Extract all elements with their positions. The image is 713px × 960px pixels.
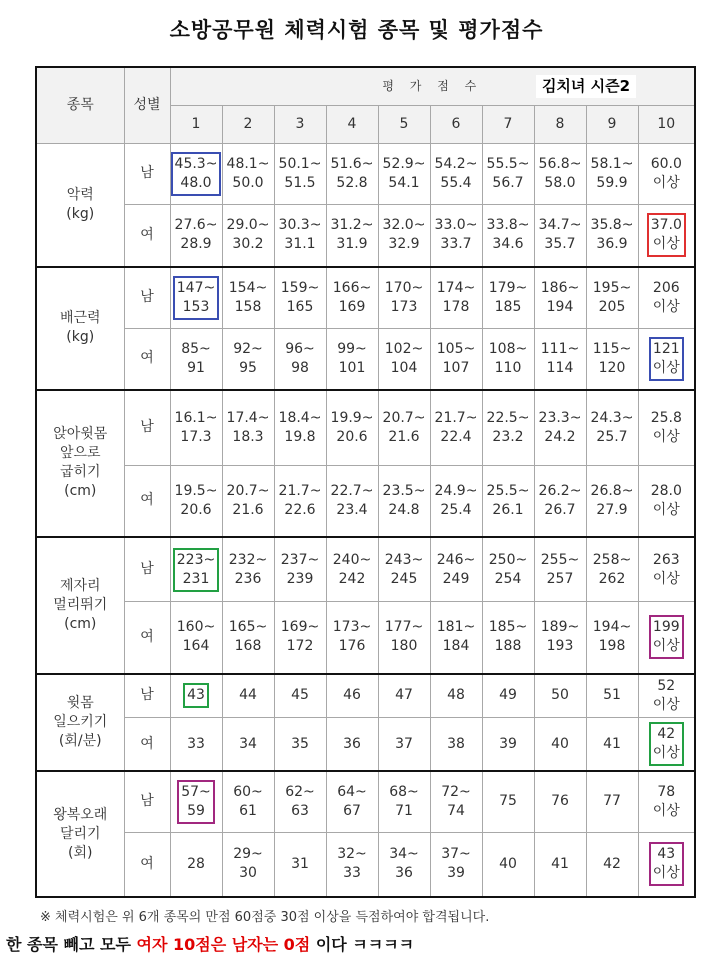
score-cell [482,832,534,897]
score-value: 34 [239,735,257,752]
score-value: 34.7~ 35.7 [538,217,582,253]
score-value: 99~ 101 [337,340,367,376]
header-score-group [170,67,695,105]
score-value: 19.9~ 20.6 [330,409,374,445]
highlighted-value: 223~ 231 [173,548,219,592]
score-cell [222,602,274,674]
score-cell [222,390,274,465]
score-cell [274,537,326,602]
score-cell [170,718,222,772]
score-cell [326,267,378,329]
highlighted-value: 42 이상 [649,722,684,766]
score-value: 32.0~ 32.9 [382,217,426,253]
table-row [36,537,695,602]
score-value: 165~ 168 [228,619,268,655]
score-value: 115~ 120 [592,340,632,376]
score-value: 28 [187,855,205,872]
score-value: 243~ 245 [384,551,424,587]
score-cell [326,537,378,602]
event-name: 왕복오래 달리기 (회) [36,771,124,897]
score-value: 31.2~ 31.9 [330,217,374,253]
score-cell [430,832,482,897]
score-value: 179~ 185 [488,279,528,315]
score-cell [274,771,326,832]
score-cell [274,328,326,390]
score-value: 23.3~ 24.2 [538,409,582,445]
table-row [36,602,695,674]
highlighted-value: 43 이상 [649,842,684,886]
header-event: 종목 [36,67,124,143]
score-cell [638,537,695,602]
score-cell [378,771,430,832]
score-cell [638,718,695,772]
score-cell [430,771,482,832]
score-cell [274,205,326,267]
sex-label: 여 [124,718,170,772]
score-value: 27.6~ 28.9 [174,217,218,253]
score-header-1: 1 [170,105,222,143]
score-cell [586,205,638,267]
bottom-comment-part3: 이다 ㅋㅋㅋㅋ [310,935,415,954]
score-cell [378,143,430,205]
score-cell [534,267,586,329]
score-value: 194~ 198 [592,619,632,655]
score-cell [170,205,222,267]
score-cell [326,143,378,205]
score-header-9: 9 [586,105,638,143]
score-cell [586,465,638,537]
score-value: 154~ 158 [228,279,268,315]
score-value: 46 [343,687,361,704]
score-cell [274,267,326,329]
sex-label: 여 [124,602,170,674]
score-cell [482,465,534,537]
score-cell [170,267,222,329]
score-cell [638,674,695,718]
score-cell [482,390,534,465]
score-value: 75 [499,793,517,810]
score-value: 159~ 165 [280,279,320,315]
score-value: 39 [499,735,517,752]
score-cell [638,143,695,205]
score-cell [638,602,695,674]
score-cell [534,674,586,718]
score-value: 28.0 이상 [650,482,682,518]
score-value: 195~ 205 [592,279,632,315]
score-value: 166~ 169 [332,279,372,315]
score-value: 35.8~ 36.9 [590,217,634,253]
score-cell [326,832,378,897]
score-value: 96~ 98 [285,340,315,376]
score-cell [586,674,638,718]
score-value: 185~ 188 [488,619,528,655]
score-value: 24.3~ 25.7 [590,409,634,445]
score-cell [378,718,430,772]
score-cell [326,718,378,772]
score-value: 40 [551,735,569,752]
score-value: 177~ 180 [384,619,424,655]
event-name: 윗몸 일으키기 (회/분) [36,674,124,772]
score-value: 169~ 172 [280,619,320,655]
score-value: 30.3~ 31.1 [278,217,322,253]
score-value: 64~ 67 [337,783,367,819]
score-cell [638,390,695,465]
score-value: 38 [447,735,465,752]
score-value: 21.7~ 22.6 [278,482,322,518]
event-name: 제자리 멀리뛰기 (cm) [36,537,124,674]
score-cell [170,674,222,718]
score-cell [326,328,378,390]
score-value: 32~ 33 [337,846,367,882]
score-value: 31 [291,855,309,872]
highlighted-value: 199 이상 [649,615,684,659]
score-header-6: 6 [430,105,482,143]
score-value: 20.7~ 21.6 [382,409,426,445]
score-cell [378,674,430,718]
score-cell [222,267,274,329]
score-value: 237~ 239 [280,551,320,587]
score-cell [222,832,274,897]
score-cell [326,771,378,832]
sex-label: 남 [124,674,170,718]
score-cell [430,390,482,465]
table-row [36,832,695,897]
score-cell [430,143,482,205]
sex-label: 남 [124,267,170,329]
score-cell [586,537,638,602]
score-value: 160~ 164 [176,619,216,655]
score-cell [482,537,534,602]
score-value: 76 [551,793,569,810]
score-value: 206 이상 [652,279,680,315]
score-value: 54.2~ 55.4 [434,155,478,191]
score-cell [170,390,222,465]
bottom-comment [6,932,414,955]
score-value: 72~ 74 [441,783,471,819]
score-cell [222,205,274,267]
score-value: 37~ 39 [441,846,471,882]
header-sex: 성별 [124,67,170,143]
table-row [36,143,695,205]
score-cell [170,143,222,205]
table-row [36,465,695,537]
score-value: 173~ 176 [332,619,372,655]
score-cell [638,771,695,832]
score-header-10: 10 [638,105,695,143]
score-value: 102~ 104 [384,340,424,376]
score-cell [482,674,534,718]
table-row [36,328,695,390]
highlighted-value: 43 [183,683,209,708]
page-title: 소방공무원 체력시험 종목 및 평가점수 [169,18,544,42]
score-cell [170,328,222,390]
score-value: 246~ 249 [436,551,476,587]
score-header-8: 8 [534,105,586,143]
score-cell [170,771,222,832]
score-value: 22.5~ 23.2 [486,409,530,445]
score-cell [482,267,534,329]
score-value: 181~ 184 [436,619,476,655]
score-value: 51.6~ 52.8 [330,155,374,191]
score-value: 21.7~ 22.4 [434,409,478,445]
score-cell [378,537,430,602]
score-value: 17.4~ 18.3 [226,409,270,445]
score-cell [586,143,638,205]
score-cell [430,328,482,390]
score-value: 111~ 114 [540,340,580,376]
score-cell [534,205,586,267]
score-cell [430,602,482,674]
score-value: 41 [551,855,569,872]
table-row [36,718,695,772]
header-score-label: 평 가 점 수 [382,78,483,93]
score-cell [586,328,638,390]
sex-label: 남 [124,771,170,832]
score-value: 250~ 254 [488,551,528,587]
score-cell [326,602,378,674]
score-cell [378,328,430,390]
score-value: 23.5~ 24.8 [382,482,426,518]
score-value: 33.8~ 34.6 [486,217,530,253]
score-value: 50 [551,687,569,704]
pass-criteria-note: ※ 체력시험은 위 6개 종목의 만점 60점중 30점 이상을 득점하여야 합격됩니다. [40,910,490,925]
score-cell [222,674,274,718]
bottom-comment-part1: 한 종목 빼고 모두 [6,935,137,954]
score-value: 170~ 173 [384,279,424,315]
score-value: 48.1~ 50.0 [226,155,270,191]
event-name: 앉아윗몸 앞으로 굽히기 (cm) [36,390,124,537]
score-cell [170,465,222,537]
score-cell [326,205,378,267]
score-value: 78 이상 [652,783,680,819]
score-value: 26.2~ 26.7 [538,482,582,518]
score-value: 20.7~ 21.6 [226,482,270,518]
score-cell [638,328,695,390]
score-value: 62~ 63 [285,783,315,819]
score-value: 25.5~ 26.1 [486,482,530,518]
score-value: 35 [291,735,309,752]
score-value: 48 [447,687,465,704]
score-value: 42 [603,855,621,872]
score-cell [274,832,326,897]
score-value: 189~ 193 [540,619,580,655]
score-value: 105~ 107 [436,340,476,376]
score-value: 33 [187,735,205,752]
event-name: 배근력 (kg) [36,267,124,391]
score-cell [638,267,695,329]
score-cell [378,832,430,897]
score-cell [170,537,222,602]
score-cell [482,602,534,674]
score-value: 68~ 71 [389,783,419,819]
score-value: 16.1~ 17.3 [174,409,218,445]
score-cell [482,205,534,267]
score-cell [378,602,430,674]
score-value: 263 이상 [652,551,680,587]
score-cell [638,465,695,537]
score-cell [482,143,534,205]
event-name: 악력 (kg) [36,143,124,267]
score-value: 255~ 257 [540,551,580,587]
score-cell [378,205,430,267]
score-cell [586,832,638,897]
score-cell [534,602,586,674]
score-cell [274,390,326,465]
score-cell [170,602,222,674]
score-cell [274,718,326,772]
score-value: 36 [343,735,361,752]
score-value: 45 [291,687,309,704]
score-cell [274,465,326,537]
score-value: 41 [603,735,621,752]
score-header-2: 2 [222,105,274,143]
score-value: 232~ 236 [228,551,268,587]
score-value: 77 [603,793,621,810]
score-value: 55.5~ 56.7 [486,155,530,191]
score-cell [222,328,274,390]
score-value: 50.1~ 51.5 [278,155,322,191]
score-cell [586,771,638,832]
score-cell [222,537,274,602]
score-header-3: 3 [274,105,326,143]
score-cell [326,465,378,537]
score-header-4: 4 [326,105,378,143]
score-value: 51 [603,687,621,704]
score-value: 24.9~ 25.4 [434,482,478,518]
score-value: 26.8~ 27.9 [590,482,634,518]
score-cell [482,328,534,390]
score-value: 37 [395,735,413,752]
score-cell [378,465,430,537]
score-value: 56.8~ 58.0 [538,155,582,191]
score-value: 52.9~ 54.1 [382,155,426,191]
score-cell [430,674,482,718]
score-value: 52 이상 [652,677,680,713]
score-cell [378,390,430,465]
score-table [35,66,696,898]
score-value: 25.8 이상 [650,409,682,445]
score-value: 174~ 178 [436,279,476,315]
table-row [36,674,695,718]
score-cell [430,205,482,267]
score-value: 22.7~ 23.4 [330,482,374,518]
score-value: 49 [499,687,517,704]
score-value: 29~ 30 [233,846,263,882]
score-cell [638,205,695,267]
score-cell [534,465,586,537]
highlighted-value: 45.3~ 48.0 [171,152,222,196]
score-cell [534,771,586,832]
score-cell [482,771,534,832]
score-value: 18.4~ 19.8 [278,409,322,445]
score-cell [378,267,430,329]
score-cell [222,771,274,832]
score-value: 240~ 242 [332,551,372,587]
score-cell [638,832,695,897]
score-cell [482,718,534,772]
score-cell [430,267,482,329]
score-header-5: 5 [378,105,430,143]
score-value: 19.5~ 20.6 [174,482,218,518]
sex-label: 남 [124,143,170,205]
score-value: 47 [395,687,413,704]
score-cell [586,267,638,329]
score-cell [534,390,586,465]
score-cell [430,537,482,602]
score-cell [222,143,274,205]
score-cell [586,718,638,772]
score-header-7: 7 [482,105,534,143]
highlighted-value: 37.0 이상 [647,213,686,257]
score-value: 33.0~ 33.7 [434,217,478,253]
score-cell [170,832,222,897]
score-cell [326,674,378,718]
sex-label: 여 [124,205,170,267]
sex-label: 남 [124,537,170,602]
score-value: 29.0~ 30.2 [226,217,270,253]
highlighted-value: 121 이상 [649,337,684,381]
score-cell [534,537,586,602]
score-cell [430,465,482,537]
score-cell [274,143,326,205]
score-cell [586,390,638,465]
table-row [36,267,695,329]
score-value: 60~ 61 [233,783,263,819]
score-cell [430,718,482,772]
score-cell [222,718,274,772]
score-value: 40 [499,855,517,872]
score-value: 258~ 262 [592,551,632,587]
score-value: 34~ 36 [389,846,419,882]
score-cell [534,718,586,772]
score-value: 44 [239,687,257,704]
score-value: 58.1~ 59.9 [590,155,634,191]
highlighted-value: 57~ 59 [177,780,215,824]
sex-label: 여 [124,832,170,897]
score-cell [274,674,326,718]
score-value: 60.0 이상 [650,155,682,191]
bottom-comment-highlight: 여자 10점은 남자는 0점 [136,935,311,954]
score-cell [534,328,586,390]
table-row [36,771,695,832]
sex-label: 여 [124,328,170,390]
score-value: 186~ 194 [540,279,580,315]
score-cell [586,602,638,674]
score-cell [534,832,586,897]
table-row [36,390,695,465]
watermark-text: 김치녀 시즌2 [536,75,636,98]
score-value: 92~ 95 [233,340,263,376]
score-cell [326,390,378,465]
score-cell [222,465,274,537]
score-value: 108~ 110 [488,340,528,376]
table-row [36,205,695,267]
score-cell [534,143,586,205]
score-cell [274,602,326,674]
score-value: 85~ 91 [181,340,211,376]
sex-label: 여 [124,465,170,537]
highlighted-value: 147~ 153 [173,276,219,320]
sex-label: 남 [124,390,170,465]
